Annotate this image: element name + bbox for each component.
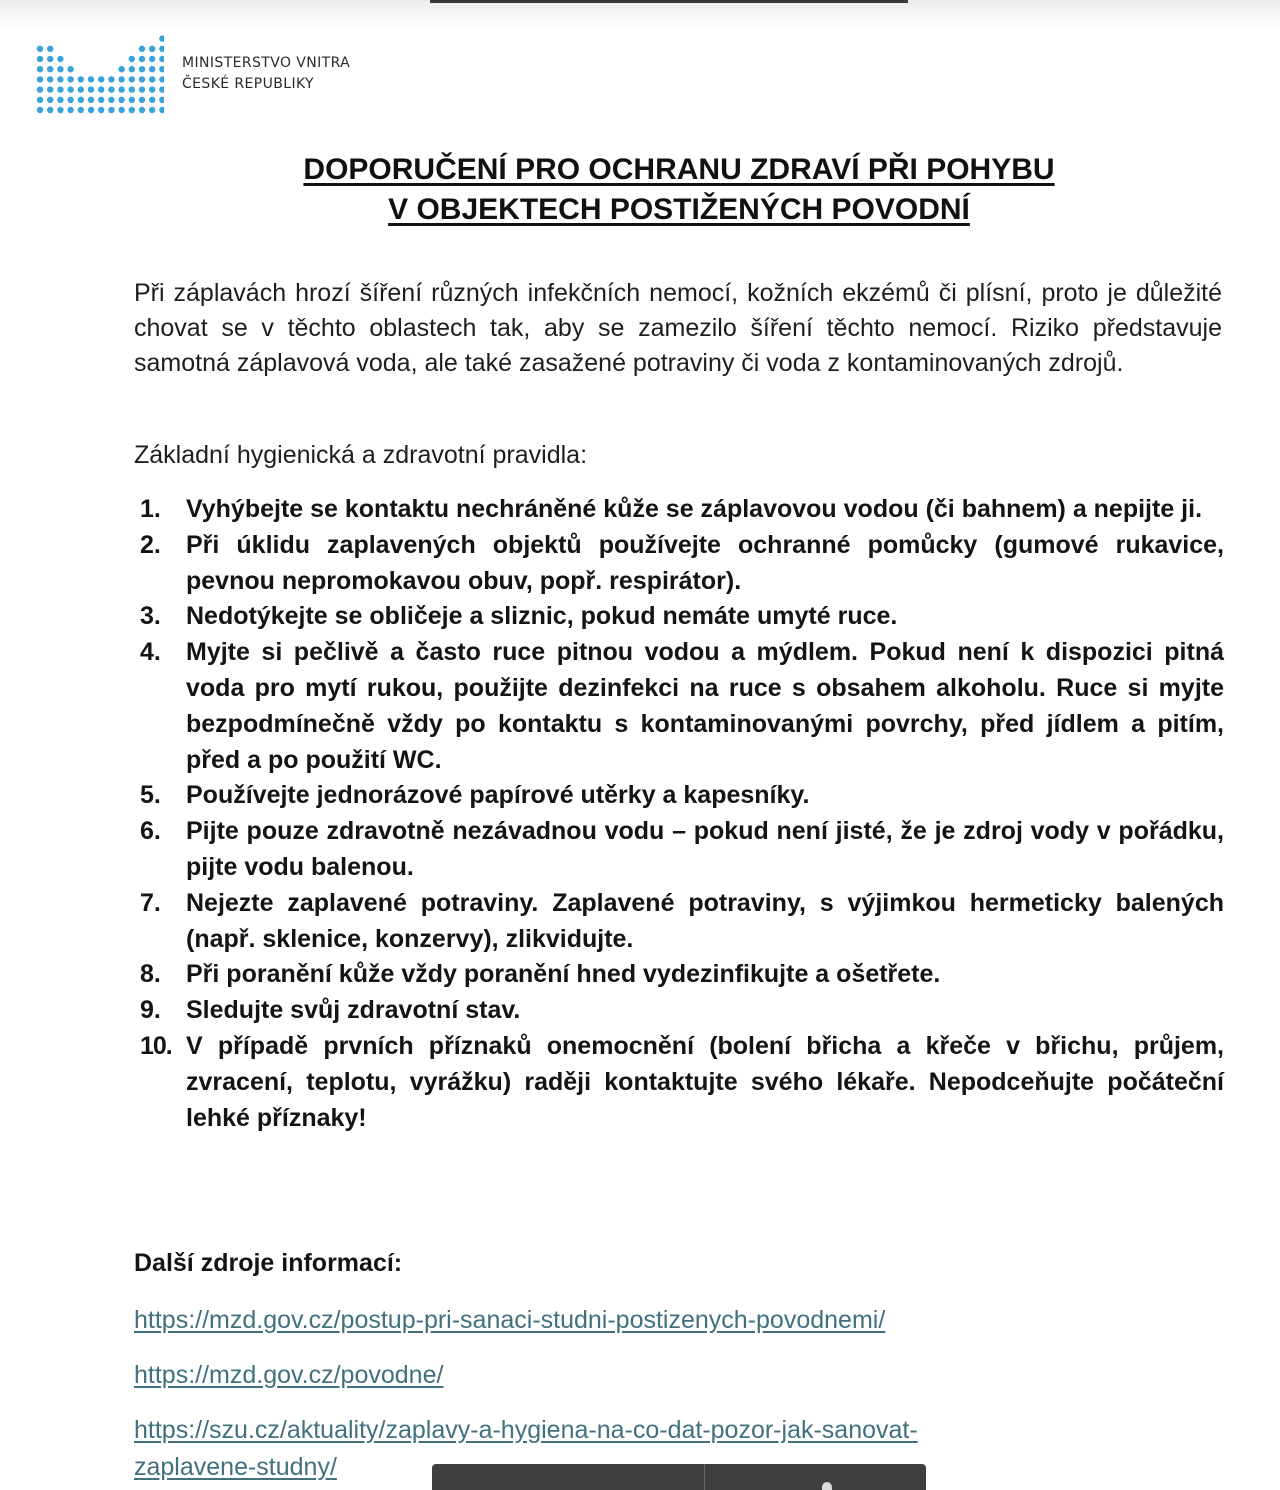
rule-text: Vyhýbejte se kontaktu nechráněné kůže se záplavovou vodou (či bahnem) a nepijte ji. — [186, 495, 1203, 523]
logo-dot — [67, 66, 73, 72]
toolbar-icon[interactable] — [822, 1482, 832, 1490]
link-text-line-2: zaplavene-studny/ — [134, 1453, 337, 1481]
rule-item — [134, 599, 1224, 635]
logo-dot — [159, 86, 164, 92]
logo-dot — [37, 66, 43, 72]
rule-text: Sledujte svůj zdravotní stav. — [186, 996, 521, 1025]
intro-paragraph: Při záplavách hrozí šíření různých infekčních nemocí, kožních ekzémů či plísní, proto je důležité chovat se v těchto oblastech tak, aby se zamezilo šíření těchto nemocí. Riziko představuje samotná záplavová voda, ale také zasažené potraviny či voda z kontaminovaných zdrojů. — [134, 279, 1222, 377]
logo-dot — [149, 56, 155, 62]
logo-dot — [67, 97, 73, 103]
logo-dot — [37, 97, 43, 103]
rule-item — [134, 492, 1224, 528]
rule-item — [134, 957, 1224, 993]
logo-dot — [57, 97, 63, 103]
logo-dot — [159, 35, 164, 41]
logo-dot — [129, 56, 135, 62]
rule-item — [134, 814, 1224, 886]
ministry-name-line-2: ČESKÉ REPUBLIKY — [182, 76, 315, 92]
ministry-name-line-1: MINISTERSTVO VNITRA — [182, 55, 351, 71]
logo-dot — [139, 107, 145, 113]
logo-dot — [98, 107, 104, 113]
rule-text: Pijte pouze zdravotně nezávadnou vodu – pokud není jisté, že je zdroj vody v pořádku, pijte vodu balenou. — [186, 817, 1224, 881]
logo-dot — [159, 66, 164, 72]
viewer-top-bar — [430, 0, 908, 3]
logo-dot — [47, 97, 53, 103]
logo-dot-mark — [34, 14, 164, 116]
logo-dot — [129, 107, 135, 113]
toolbar-divider — [704, 1464, 705, 1490]
rule-item — [134, 993, 1224, 1029]
link-mzd-sanace-studni[interactable] — [134, 1302, 885, 1339]
logo-dot — [37, 86, 43, 92]
logo-dot — [139, 46, 145, 52]
logo-dot — [98, 76, 104, 82]
rule-item — [134, 778, 1224, 814]
rule-number: 9. — [140, 996, 161, 1025]
document-title-line-1: DOPORUČENÍ PRO OCHRANU ZDRAVÍ PŘI POHYBU — [303, 153, 1055, 186]
rule-item — [134, 635, 1224, 778]
rule-item — [134, 886, 1224, 958]
logo-dot — [47, 46, 53, 52]
logo-dot — [139, 66, 145, 72]
rule-number: 3. — [140, 602, 161, 631]
logo-dot — [88, 107, 94, 113]
link-text: https://mzd.gov.cz/postup-pri-sanaci-studni-postizenych-povodnemi/ — [134, 1306, 886, 1334]
logo-dot — [47, 76, 53, 82]
logo-dot — [118, 66, 124, 72]
logo-dot — [108, 97, 114, 103]
logo-dot — [88, 97, 94, 103]
logo-dot — [108, 107, 114, 113]
link-text: https://mzd.gov.cz/povodne/ — [134, 1361, 444, 1389]
logo-dot — [47, 86, 53, 92]
rule-text: Nedotýkejte se obličeje a sliznic, pokud nemáte umyté ruce. — [186, 602, 898, 631]
logo-dot — [47, 56, 53, 62]
logo-dot — [118, 86, 124, 92]
document-title-line-2: V OBJEKTECH POSTIŽENÝCH POVODNÍ — [388, 193, 970, 226]
logo-dot — [88, 86, 94, 92]
rules-list — [134, 492, 1224, 1136]
logo-dot — [129, 97, 135, 103]
logo-dot — [78, 107, 84, 113]
logo-dot — [139, 97, 145, 103]
logo-dot — [108, 86, 114, 92]
logo-dot — [159, 97, 164, 103]
logo-dot — [37, 107, 43, 113]
more-info-heading: Další zdroje informací: — [134, 1249, 403, 1277]
logo-dot — [47, 107, 53, 113]
logo-dot — [118, 107, 124, 113]
viewer-bottom-toolbar[interactable] — [432, 1464, 926, 1490]
logo-dot — [149, 97, 155, 103]
rule-text: Používejte jednorázové papírové utěrky a kapesníky. — [186, 781, 810, 810]
document-title — [134, 150, 1224, 230]
logo-dot — [57, 76, 63, 82]
logo-dot — [98, 86, 104, 92]
logo-dot — [108, 76, 114, 82]
logo-dot — [57, 86, 63, 92]
logo-dot — [159, 76, 164, 82]
rule-number: 8. — [140, 960, 161, 989]
logo-dot — [159, 56, 164, 62]
rule-number: 2. — [140, 530, 161, 559]
logo-dot — [129, 66, 135, 72]
rule-number: 5. — [140, 781, 161, 810]
logo-dot — [98, 97, 104, 103]
rule-text: Myjte si pečlivě a často ruce pitnou vodou a mýdlem. Pokud není k dispozici pitná voda pro mytí rukou, použijte dezinfekci na ruce s obsahem alkoholu. Ruce si myjte bezpodmínečně vždy po kontaktu s kontaminovanými povrchy, před jídlem a pitím, před a po použití WC. — [186, 638, 1224, 774]
logo-dot — [118, 97, 124, 103]
logo-dot — [57, 56, 63, 62]
ministry-name — [182, 53, 350, 95]
rule-text: V případě prvních příznaků onemocnění (bolení břicha a křeče v břichu, průjem, zvracení, teplotu, vyrážku) raději kontaktujte svého lékaře. Nepodceňujte počáteční lehké příznaky! — [186, 1031, 1224, 1132]
logo-dot — [37, 46, 43, 52]
rule-item — [134, 528, 1224, 600]
logo-dot — [149, 66, 155, 72]
logo-dot — [57, 66, 63, 72]
logo-dot — [159, 46, 164, 52]
rule-item — [134, 1029, 1224, 1136]
link-text-line-1: https://szu.cz/aktuality/zaplavy-a-hygiena-na-co-dat-pozor-jak-sanovat- — [134, 1416, 918, 1444]
logo-dot — [139, 86, 145, 92]
logo-dot — [57, 107, 63, 113]
rule-number: 4. — [140, 638, 161, 667]
logo-dot — [129, 76, 135, 82]
logo-dot — [78, 76, 84, 82]
logo-dot — [78, 86, 84, 92]
logo-dot — [159, 107, 164, 113]
logo-dot — [78, 97, 84, 103]
logo-dot — [47, 66, 53, 72]
rule-text: Při poranění kůže vždy poranění hned vydezinfikujte a ošetřete. — [186, 960, 941, 989]
logo-dot — [149, 76, 155, 82]
logo-dot — [67, 86, 73, 92]
logo-dot — [129, 86, 135, 92]
logo-dot — [37, 56, 43, 62]
rule-number: 10. — [140, 1031, 172, 1060]
logo-dot — [67, 76, 73, 82]
link-mzd-povodne[interactable] — [134, 1357, 443, 1394]
rules-heading: Základní hygienická a zdravotní pravidla: — [134, 441, 588, 469]
logo-dot — [88, 76, 94, 82]
rule-number: 6. — [140, 817, 161, 846]
rule-text: Při úklidu zaplavených objektů používejte ochranné pomůcky (gumové rukavice, pevnou nepromokavou obuv, popř. respirátor). — [186, 530, 1224, 595]
logo-dot — [149, 46, 155, 52]
logo-dot — [139, 56, 145, 62]
logo-dot — [149, 86, 155, 92]
logo-dot — [37, 76, 43, 82]
logo-dot — [149, 107, 155, 113]
rule-text: Nejezte zaplavené potraviny. Zaplavené potraviny, s výjimkou hermeticky balených (např. sklenice, konzervy), zlikvidujte. — [186, 888, 1224, 953]
rule-number: 1. — [140, 495, 161, 523]
rule-number: 7. — [140, 888, 161, 917]
logo-dot — [67, 107, 73, 113]
logo-dot — [139, 76, 145, 82]
logo-dot — [118, 76, 124, 82]
